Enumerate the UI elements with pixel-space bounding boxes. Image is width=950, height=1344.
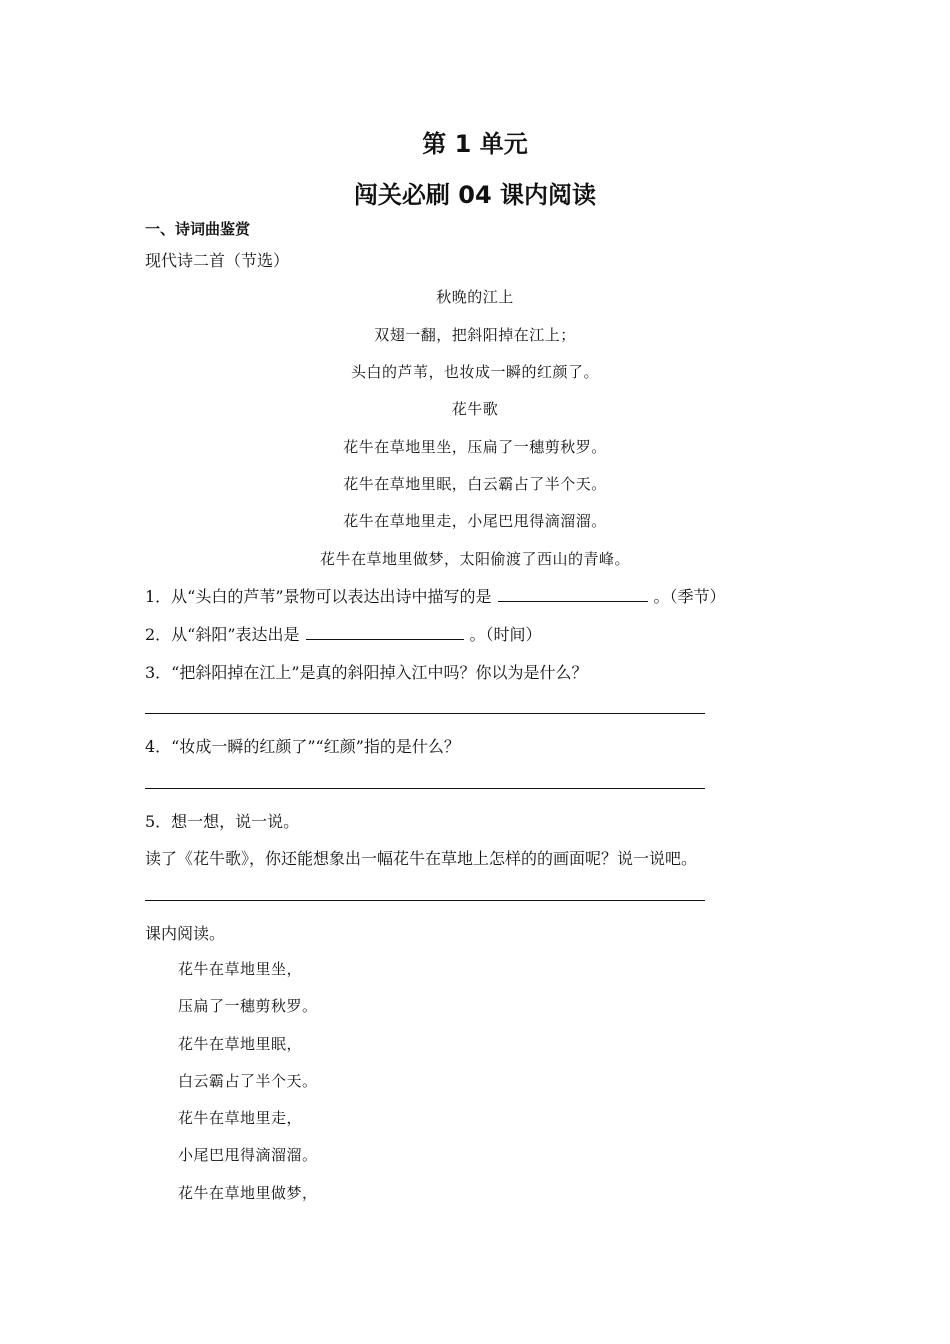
question-2-hint: 。（时间） xyxy=(469,625,542,644)
unit-title: 第 1 单元 xyxy=(422,130,528,158)
poem2-line: 花牛在草地里坐，压扁了一穗剪秋罗。 xyxy=(343,438,607,456)
verse-line: 压扁了一穗剪秋罗。 xyxy=(178,997,318,1015)
verse-line: 小尾巴甩得滴溜溜。 xyxy=(178,1146,318,1164)
poem1-line: 双翅一翻，把斜阳掉在江上； xyxy=(374,326,576,344)
reading-intro: 课内阅读。 xyxy=(145,924,226,943)
question-3: 3．“把斜阳掉在江上”是真的斜阳掉入江中吗？你以为是什么？ xyxy=(145,663,588,682)
verse-line: 白云霸占了半个天。 xyxy=(178,1072,318,1090)
poem1-line: 头白的芦苇，也妆成一瞬的红颜了。 xyxy=(350,363,599,381)
question-1 xyxy=(145,584,726,607)
poem2-line: 花牛在草地里做梦，太阳偷渡了西山的青峰。 xyxy=(319,550,630,568)
question-5-detail: 读了《花牛歌》，你还能想象出一幅花牛在草地上怎样的的画面呢？说一说吧。 xyxy=(145,849,698,868)
verse-line: 花牛在草地里眠， xyxy=(178,1035,303,1053)
verse-line: 花牛在草地里走， xyxy=(178,1109,303,1127)
page-title: 闯关必刷 04 课内阅读 xyxy=(353,181,597,209)
question-1-hint: 。（季节） xyxy=(653,587,726,606)
question-2 xyxy=(145,622,542,645)
answer-line[interactable] xyxy=(145,788,705,789)
question-5: 5．想一想，说一说。 xyxy=(145,812,300,831)
answer-blank[interactable] xyxy=(306,625,464,640)
answer-blank[interactable] xyxy=(498,587,648,602)
poem1-title: 秋晚的江上 xyxy=(436,288,514,306)
question-1-text: 1．从“头白的芦苇”景物可以表达出诗中描写的是 xyxy=(145,587,492,606)
verse-line: 花牛在草地里坐， xyxy=(178,960,303,978)
poem2-line: 花牛在草地里走，小尾巴甩得滴溜溜。 xyxy=(343,512,607,530)
section-intro: 现代诗二首（节选） xyxy=(145,251,290,270)
question-4: 4．“妆成一瞬的红颜了”“红颜”指的是什么？ xyxy=(145,737,460,756)
answer-line[interactable] xyxy=(145,900,705,901)
poem2-title: 花牛歌 xyxy=(451,400,499,418)
answer-line[interactable] xyxy=(145,713,705,714)
question-2-text: 2．从“斜阳”表达出是 xyxy=(145,625,300,644)
verse-line: 花牛在草地里做梦， xyxy=(178,1184,318,1202)
section-heading: 一、诗词曲鉴赏 xyxy=(145,220,251,238)
poem2-line: 花牛在草地里眠，白云霸占了半个天。 xyxy=(343,475,607,493)
